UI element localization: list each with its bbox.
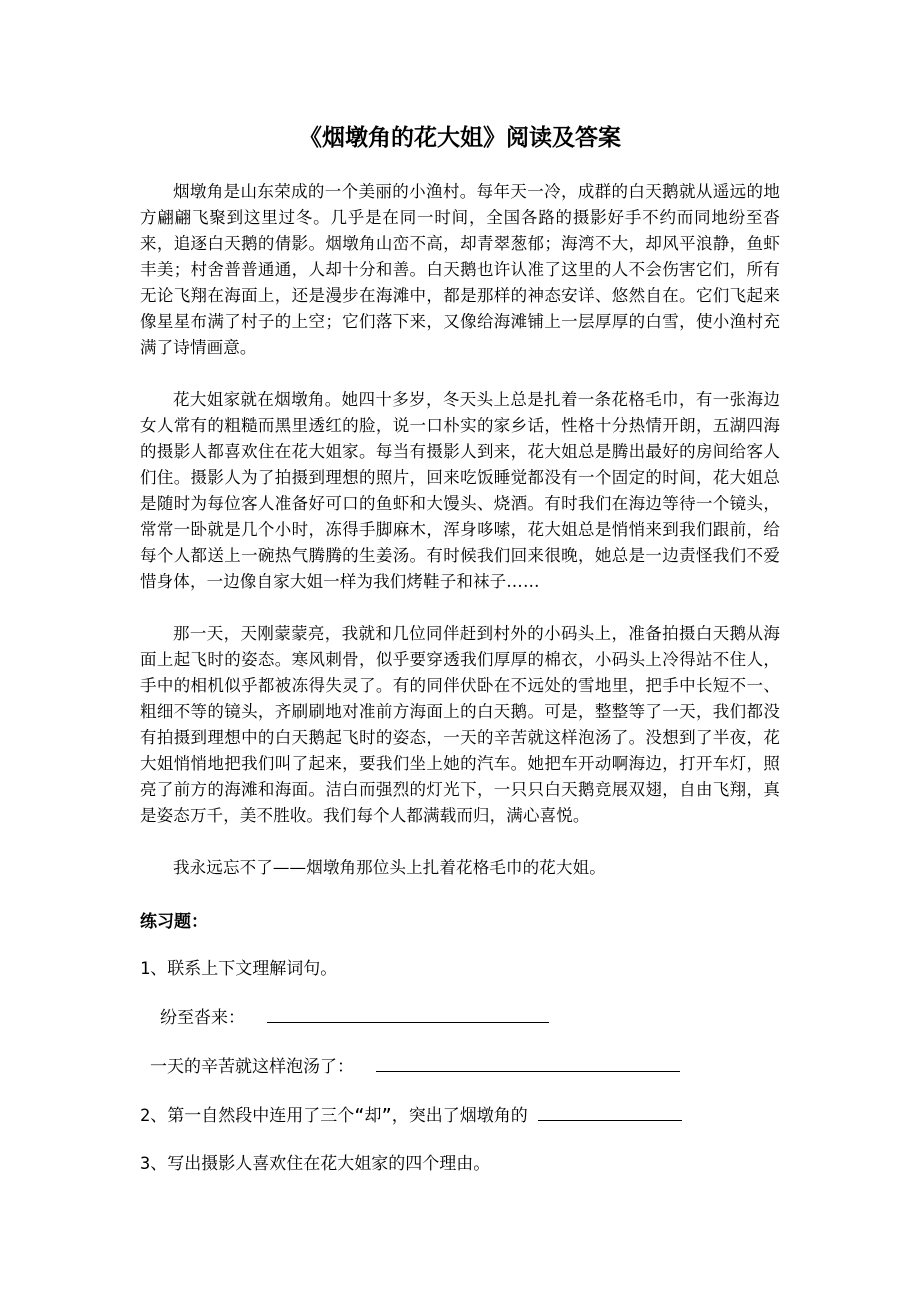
exercise-heading: 练习题：	[140, 912, 208, 932]
answer-blank-1a[interactable]	[267, 1004, 549, 1023]
answer-blank-1b[interactable]	[376, 1053, 680, 1072]
paragraph-1: 烟墩角是山东荣成的一个美丽的小渔村。每年天一冷，成群的白天鹅就从遥远的地方翩翩飞聚到这里过冬。几乎是在同一时间，全国各路的摄影好手不约而同地纷至沓来，追逐白天鹅的倩影。烟墩角山峦不高，却青翠葱郁；海湾不大，却风平浪静，鱼虾丰美；村舍普普通通，人却十分和善。白天鹅也许认准了这里的人不会伤害它们，所有无论飞翔在海面上，还是漫步在海滩中，都是那样的神态安详、悠然自在。它们飞起来像星星布满了村子的上空；它们落下来，又像给海滩铺上一层厚厚的白雪，使小渔村充满了诗情画意。	[140, 182, 780, 357]
question-1b-text: 一天的辛苦就这样泡汤了：	[150, 1057, 354, 1077]
question-1	[140, 956, 337, 982]
paragraph-4: 我永远忘不了——烟墩角那位头上扎着花格毛巾的花大姐。	[173, 858, 606, 877]
question-1a-text: 纷至沓来：	[160, 1008, 245, 1028]
question-1b	[150, 1053, 680, 1080]
paragraph-2: 花大姐家就在烟墩角。她四十多岁，冬天头上总是扎着一条花格毛巾，有一张海边女人常有的粗糙而黑里透红的脸，说一口朴实的家乡话，性格十分热情开朗，五湖四海的摄影人都喜欢住在花大姐家。每当有摄影人到来，花大姐总是腾出最好的房间给客人们住。摄影人为了拍摄到理想的照片，回来吃饭睡觉都没有一个固定的时间，花大姐总是随时为每位客人准备好可口的鱼虾和大馒头、烧酒。有时我们在海边等待一个镜头，常常一卧就是几个小时，冻得手脚麻木，浑身哆嗦，花大姐总是悄悄来到我们跟前，给每个人都送上一碗热气腾腾的生姜汤。有时候我们回来很晚，她总是一边责怪我们不爱惜身体，一边像自家大姐一样为我们烤鞋子和袜子……	[140, 390, 780, 591]
question-2-text: 2、第一自然段中连用了三个“却”，突出了烟墩角的	[140, 1106, 528, 1126]
question-1a	[160, 1004, 549, 1031]
document-title: 《烟墩角的花大姐》阅读及答案	[299, 124, 621, 151]
paragraph-3: 那一天，天刚蒙蒙亮，我就和几位同伴赶到村外的小码头上，准备拍摄白天鹅从海面上起飞时的姿态。寒风刺骨，似乎要穿透我们厚厚的棉衣，小码头上冷得站不住人，手中的相机似乎都被冻得失灵了。有的同伴伏卧在不远处的雪地里，把手中长短不一、粗细不等的镜头，齐刷刷地对准前方海面上的白天鹅。可是，整整等了一天，我们都没有拍摄到理想中的白天鹅起飞时的姿态，一天的辛苦就这样泡汤了。没想到了半夜，花大姐悄悄地把我们叫了起来，要我们坐上她的汽车。她把车开动啊海边，打开车灯，照亮了前方的海滩和海面。洁白而强烈的灯光下，一只只白天鹅竞展双翅，自由飞翔，真是姿态万千，美不胜收。我们每个人都满载而归，满心喜悦。	[140, 624, 780, 825]
question-1-text: 1、联系上下文理解词句。	[140, 959, 338, 979]
question-3-text: 3、写出摄影人喜欢住在花大姐家的四个理由。	[140, 1154, 491, 1174]
article-body	[140, 179, 780, 907]
answer-blank-2[interactable]	[538, 1102, 682, 1121]
question-3	[140, 1151, 490, 1177]
question-2	[140, 1102, 682, 1129]
